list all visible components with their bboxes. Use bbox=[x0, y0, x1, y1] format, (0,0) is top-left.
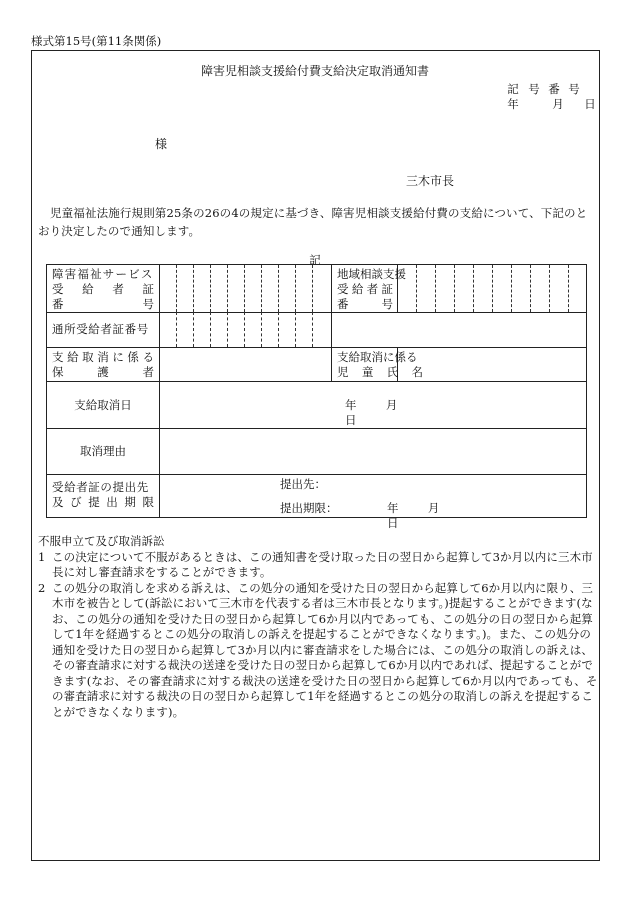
ki-heading: 記 bbox=[309, 253, 321, 267]
label-char: に bbox=[112, 350, 124, 364]
recipient-cert-line2 bbox=[52, 282, 154, 297]
note-item bbox=[38, 550, 598, 581]
cancel-date-value bbox=[345, 398, 435, 428]
label-char: び bbox=[70, 495, 82, 509]
label-char: 地 bbox=[337, 267, 349, 281]
date-char: 年 bbox=[387, 501, 399, 515]
label-char: 証 bbox=[381, 282, 393, 296]
child-line1: 支給取消に係る bbox=[337, 350, 418, 364]
date-char: 年 bbox=[507, 97, 519, 111]
submission-line1: 受給者証の提出先 bbox=[52, 480, 149, 494]
guardian-line2 bbox=[52, 365, 154, 380]
label-char: 番 bbox=[52, 297, 64, 311]
submit-date-value bbox=[387, 501, 477, 531]
label-char: 限 bbox=[142, 495, 154, 509]
label-char: 名 bbox=[411, 365, 423, 379]
label-char: 出 bbox=[106, 495, 118, 509]
label-char: 保 bbox=[52, 365, 64, 379]
sender-name: 三木市長 bbox=[406, 174, 455, 188]
regional-cert-line2 bbox=[337, 282, 393, 297]
recipient-cert-line3 bbox=[52, 297, 154, 312]
record-char: 番 bbox=[548, 82, 560, 96]
label-char: 係 bbox=[127, 350, 139, 364]
submit-to-label: 提出先： bbox=[280, 477, 326, 491]
submission-line2 bbox=[52, 495, 154, 510]
note-text: この処分の取消しを求める訴えは、この処分の通知を受けた日の翌日から起算して6か月以内に限り、三木市を被告として(訴訟において三木市を代表する者は三木市長となります。)提起することができます(なお、この処分の通知を受けた日の翌日から起算して6か月以内であっても、この処分の日の翌日から起算して1年を経過するとこの処分の取消しの訴えを提起することができなくなります。)。また、この処分の通知を受けた日の翌日から起算して3か月以内に審査請求をした場合には、この処分の取消しの訴えは、その審査請求に対する裁決の送達を受けた日の翌日から起算して6か月以内であれば、提起することができます(なお、その審査請求に対する裁決の送達を受けた日の翌日から起算して6か月以内であっても、その審査請求に対する裁決の日の翌日から起算して1年を経過するとこの処分の取消しの訴えを提起することができなくなります)。 bbox=[52, 580, 598, 719]
record-char: 号 bbox=[568, 82, 580, 96]
label-char: 及 bbox=[52, 495, 64, 509]
label-char: 号 bbox=[381, 297, 393, 311]
submission-label bbox=[52, 480, 154, 510]
notes-heading: 不服申立て及び取消訴訟 bbox=[38, 534, 165, 548]
label-char: 給 bbox=[82, 282, 94, 296]
guardian-label bbox=[52, 350, 154, 380]
recipient-cert-label bbox=[52, 267, 154, 312]
record-char: 号 bbox=[528, 82, 540, 96]
date-char: 日 bbox=[345, 413, 357, 427]
date-char: 日 bbox=[387, 516, 399, 530]
label-char: 期 bbox=[124, 495, 136, 509]
label-char: 者 bbox=[366, 282, 379, 296]
label-char: 給 bbox=[351, 282, 364, 296]
label-char: 援 bbox=[394, 267, 406, 281]
label-char: 提 bbox=[88, 495, 100, 509]
regional-cert-label bbox=[337, 267, 406, 312]
label-char: 者 bbox=[112, 282, 124, 296]
date-char: 月 bbox=[385, 398, 398, 412]
date-char: 年 bbox=[345, 398, 357, 412]
label-char: 給 bbox=[67, 350, 79, 364]
note-number: 1 bbox=[38, 549, 46, 564]
addressee-suffix: 様 bbox=[155, 137, 168, 151]
date-char: 月 bbox=[427, 501, 440, 515]
note-item bbox=[38, 581, 598, 721]
label-char: 証 bbox=[142, 282, 154, 296]
label-char: 受 bbox=[52, 282, 64, 296]
label-char: 受 bbox=[337, 282, 349, 296]
decision-table bbox=[46, 264, 587, 530]
reason-label: 取消理由 bbox=[80, 444, 126, 458]
label-char: 支 bbox=[52, 350, 64, 364]
label-char: 取 bbox=[82, 350, 94, 364]
date-char: 日 bbox=[584, 97, 596, 111]
label-char: 支 bbox=[383, 267, 395, 281]
label-char: 氏 bbox=[386, 365, 399, 379]
label-char: 相 bbox=[360, 267, 372, 281]
cancel-date-label: 支給取消日 bbox=[74, 398, 132, 412]
label-char: 者 bbox=[142, 365, 154, 379]
record-char: 記 bbox=[507, 82, 519, 96]
guardian-line1 bbox=[52, 350, 154, 365]
label-char: 消 bbox=[97, 350, 109, 364]
label-char: 童 bbox=[361, 365, 374, 379]
label-char: 号 bbox=[142, 297, 154, 311]
label-char: 児 bbox=[337, 365, 349, 379]
regional-cert-line3 bbox=[337, 297, 393, 312]
record-number-line bbox=[502, 81, 584, 97]
recipient-cert-line1: 障害福祉サービス bbox=[52, 267, 154, 281]
issue-date-line bbox=[502, 96, 596, 112]
child-line2 bbox=[337, 365, 423, 380]
label-char: 護 bbox=[97, 365, 109, 379]
appeal-notes bbox=[38, 534, 598, 720]
note-text: この決定について不服があるときは、この通知書を受け取った日の翌日から起算して3か月以内に三木市長に対し審査請求をすることができます。 bbox=[52, 549, 593, 579]
form-number-label: 様式第15号(第11条関係) bbox=[31, 34, 162, 48]
submit-deadline-label: 提出期限： bbox=[280, 501, 338, 515]
regional-cert-line1 bbox=[337, 267, 406, 282]
date-char: 月 bbox=[552, 97, 564, 111]
label-char: る bbox=[142, 350, 154, 364]
label-char: 番 bbox=[337, 297, 349, 311]
facility-cert-no-label: 通所受給者証番号 bbox=[52, 322, 149, 336]
notice-body-text: 児童福祉法施行規則第25条の26の4の規定に基づき、障害児相談支援給付費の支給について、下記のとおり決定したので通知します。 bbox=[38, 206, 588, 238]
note-number: 2 bbox=[38, 580, 46, 595]
label-char: 域 bbox=[348, 267, 360, 281]
label-char: 談 bbox=[371, 267, 383, 281]
document-title: 障害児相談支援給付費支給決定取消通知書 bbox=[200, 64, 429, 78]
child-label bbox=[337, 350, 423, 380]
